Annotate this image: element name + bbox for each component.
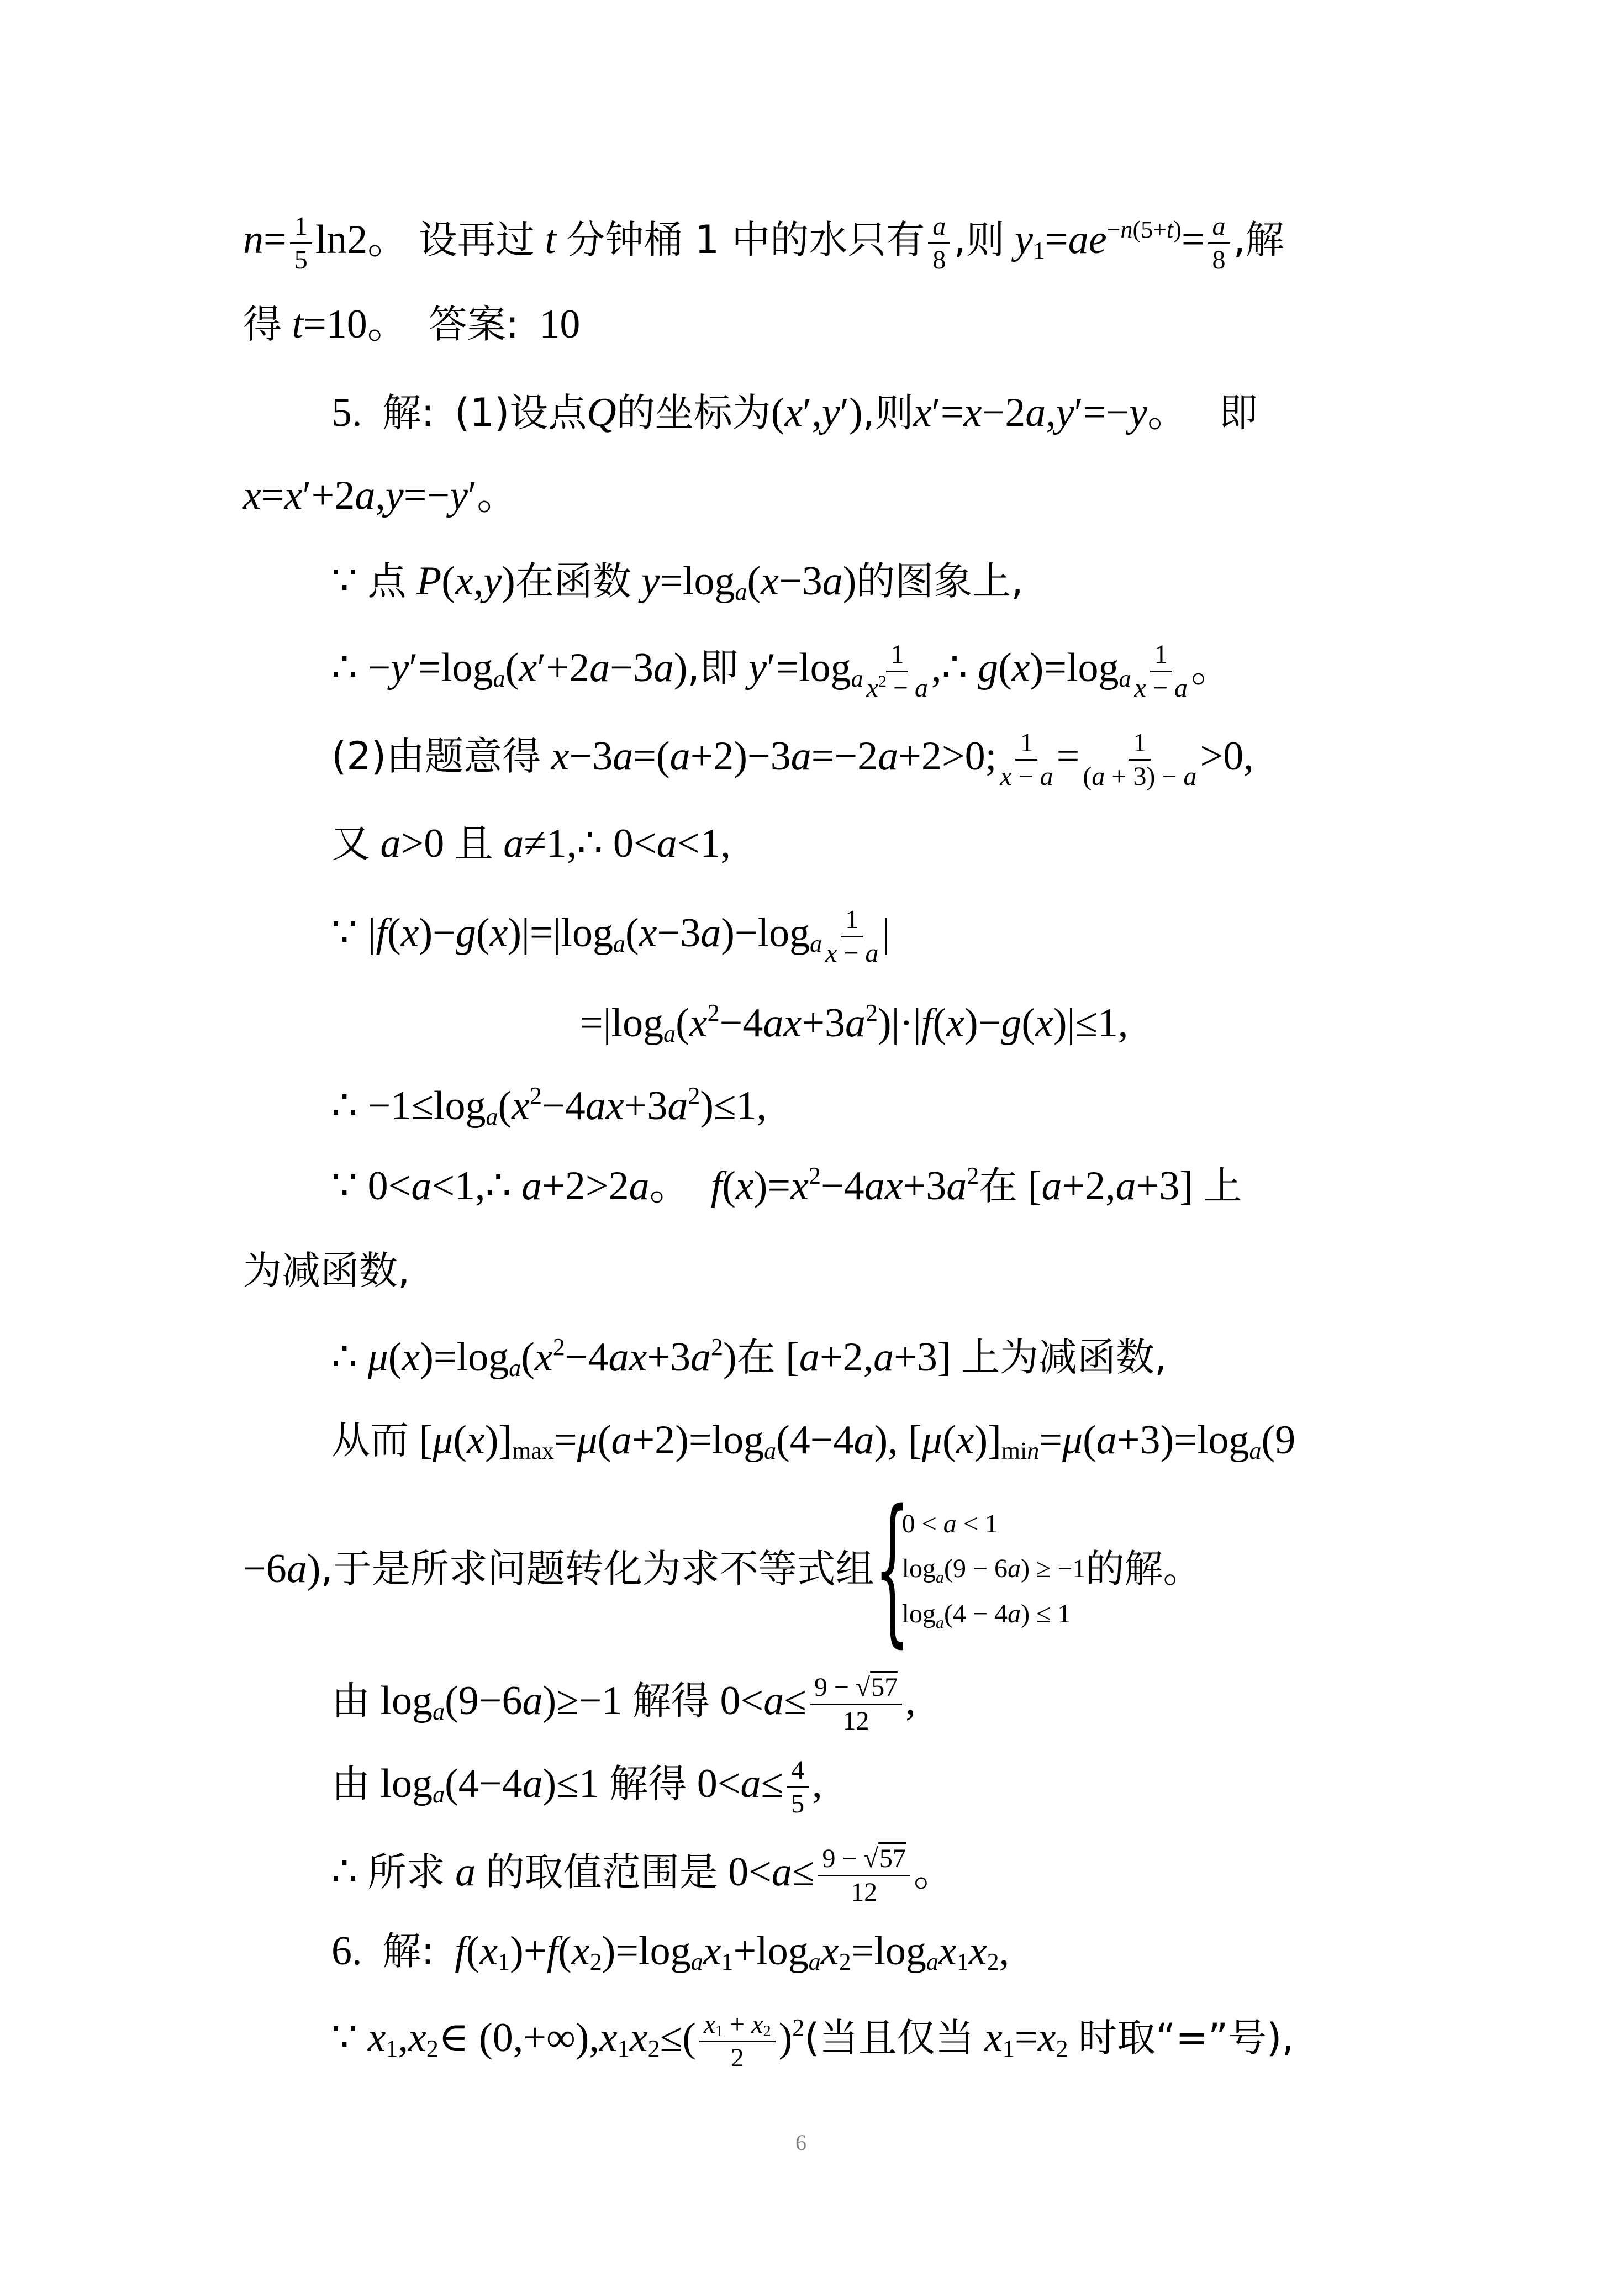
- answer-value: 10: [539, 302, 581, 347]
- text-line-11: ∴ $-1\le\log_a(x^2-4ax+3a^2)\le 1$,: [331, 1082, 767, 1130]
- text-line-17: 由 $\log_a(9-6a)\ge-1$ 解得 0<a≤ $\frac{9 - √57}{12}$ ,: [331, 1674, 916, 1736]
- text: (1)设点: [455, 390, 587, 435]
- text-line-16: −6a) ,于是所求问题转化为求不等式组 { 0 < a < 1 $\log_a(9 - 6a) \ge -1$ $\log_a(4 - 4a) \le 1$ 的解。: [243, 1475, 1202, 1662]
- fraction: $\frac{1}{(a + 3) - a}$: [1083, 728, 1197, 792]
- text-line-12: ∵ 0<a<1,∴ a+2>2a。 $f(x)=x^2-4ax+3a^2$在 [a+2,a+3] 上: [331, 1162, 1242, 1209]
- text-line-6: ∴ $-y'=\log_a(x'+2a-3a)$,即 $y'=\log_a$ $\frac{1}{x^2 - a}$ ,∴ $g(x)=\log_a$ $\frac{1}{x - a}$ 。: [331, 640, 1232, 703]
- left-brace-icon: {: [874, 1475, 910, 1662]
- text: 的坐标为: [616, 390, 771, 435]
- text: 得: [243, 302, 282, 347]
- fraction: $\frac{1}{x - a}$: [825, 905, 879, 968]
- page-number: 6: [795, 2130, 806, 2155]
- fraction-sqrt: $\frac{9 - √57}{12}$: [810, 1674, 902, 1736]
- text: 设再过: [418, 217, 535, 262]
- text-line-21: ∵ $x_1,x_2\in$ $(0,+\infty),x_1x_2\le$( $\frac{x_1 + x_2}{2}$ )$^2$(当且仅当 $x_1=x_2$ 时取“=”号),: [331, 2010, 1294, 2073]
- system-row-2: $\log_a(9 - 6a) \ge -1$: [901, 1554, 1086, 1587]
- text: 的图象上,: [856, 558, 1024, 604]
- fraction-a-over-8: $\frac{a}{8}$: [1208, 213, 1230, 275]
- text: 在: [736, 1335, 776, 1380]
- fraction-one-fifth: $\frac{1}{5}$: [290, 213, 312, 275]
- text: 由: [331, 1760, 370, 1806]
- text: 且: [454, 821, 493, 866]
- text-line-5: ∵ 点 P(x,y)在函数 $y=\log_a(x-3a)$的图象上,: [331, 558, 1024, 605]
- text: 解得: [609, 1760, 687, 1806]
- text-line-7: (2)由题意得 x−3a=(a+2)−3a=−2a+2>0; $\frac{1}{x - a}$ = $\frac{1}{(a + 3) - a}$ >0,: [331, 728, 1254, 792]
- text: 在: [979, 1163, 1018, 1209]
- text: ,则: [862, 390, 914, 435]
- system-row-3: $\log_a(4 - 4a) \le 1$: [901, 1599, 1071, 1632]
- text-line-14: ∴ $\mu(x)=\log_a(x^2-4ax+3a^2)$在 [a+2,a+3] 上为减函数,: [331, 1333, 1167, 1382]
- text: 上为减函数,: [961, 1335, 1167, 1380]
- text: 由: [331, 1678, 370, 1723]
- text-line-1: n= $\frac{1}{5}$ ln2。 设再过 t 分钟桶 1 中的水只有 $\frac{a}{8}$ ,则 $y_1=ae^{-n(5+t)}=$ $\frac{a}{8}$ ,解: [243, 212, 1284, 275]
- fraction: $\frac{1}{x - a}$: [1000, 728, 1053, 792]
- text: 即: [1219, 390, 1258, 435]
- inequality-system: [874, 1475, 1086, 1662]
- solution-label: 解:: [382, 1928, 435, 1974]
- text: 分钟桶 1 中的水只有: [566, 217, 925, 262]
- text: 所求: [367, 1849, 445, 1895]
- text: 时取“=”号),: [1078, 2015, 1294, 2060]
- fraction: $\frac{1}{x^2 - a}$: [866, 640, 928, 703]
- problem-number: 6.: [331, 1928, 362, 1974]
- text-line-9: ∵ $|f(x)-g(x)|=|\log_a(x-3a)-\log_a$ $\frac{1}{x - a}$ |: [331, 905, 890, 968]
- text: 从而: [331, 1417, 409, 1463]
- text: 点: [367, 558, 407, 604]
- system-row-1: 0 < a < 1: [901, 1509, 998, 1538]
- fraction: $\frac{x_1 + x_2}{2}$: [699, 2011, 776, 2073]
- text-line-2: 得 t=10。 答案: 10: [243, 302, 581, 347]
- text: 的解。: [1085, 1546, 1202, 1591]
- text-line-18: 由 $\log_a(4-4a)\le 1$ 解得 0<a≤ $\frac{4}{5}$ ,: [331, 1755, 822, 1819]
- text: ,于是所求问题转化为求不等式组: [320, 1546, 874, 1591]
- fraction-a-over-8: $\frac{a}{8}$: [928, 213, 950, 275]
- text: (2)由题意得: [331, 733, 541, 779]
- text: 上: [1203, 1163, 1242, 1209]
- text: 又: [331, 821, 370, 866]
- text-line-8: 又 a>0 且 a≠1,∴ 0<a<1,: [331, 821, 731, 866]
- text-line-15: 从而 $[\mu(x)]_{max}=\mu(a+2)=\log_a(4-4a)$, $[\mu(x)]_{min}=\mu(a+3)=\log_a(9$: [331, 1417, 1296, 1464]
- text-line-4: x=x′+2a,y=−y′。: [243, 473, 518, 518]
- text-line-20: 6. 解: $f(x_1)+f(x_2)=\log_ax_1+\log_ax_2=\log_ax_1x_2$,: [331, 1928, 1010, 1975]
- answer-label: 答案:: [428, 302, 519, 347]
- fraction: $\frac{1}{x - a}$: [1134, 640, 1188, 703]
- fraction-sqrt: $\frac{9 - √57}{12}$: [818, 1845, 910, 1907]
- fraction-four-fifths: $\frac{4}{5}$: [787, 1757, 809, 1818]
- text: 解得: [632, 1678, 710, 1723]
- text-line-19: ∴ 所求 a 的取值范围是 0<a≤ $\frac{9 - √57}{12}$ 。: [331, 1845, 955, 1907]
- text-line-10: $=|\log_a(x^2-4ax+3a^2)|\cdot|f(x)-g(x)|\le 1$,: [580, 999, 1129, 1047]
- text: 在函数: [515, 558, 631, 604]
- solution-label: 解:: [382, 390, 435, 435]
- problem-number: 5.: [331, 390, 362, 435]
- text: ,即: [687, 645, 739, 690]
- text-line-3: 5. 解: (1)设点Q的坐标为(x′,y′),则x′=x−2a,y′=−y。 即: [331, 390, 1258, 435]
- text: ,则: [953, 217, 1005, 262]
- text-line-13: 为减函数,: [243, 1248, 410, 1293]
- text: 的取值范围是: [486, 1849, 718, 1895]
- text: ,解: [1233, 217, 1284, 262]
- text: (当且仅当: [804, 2015, 974, 2060]
